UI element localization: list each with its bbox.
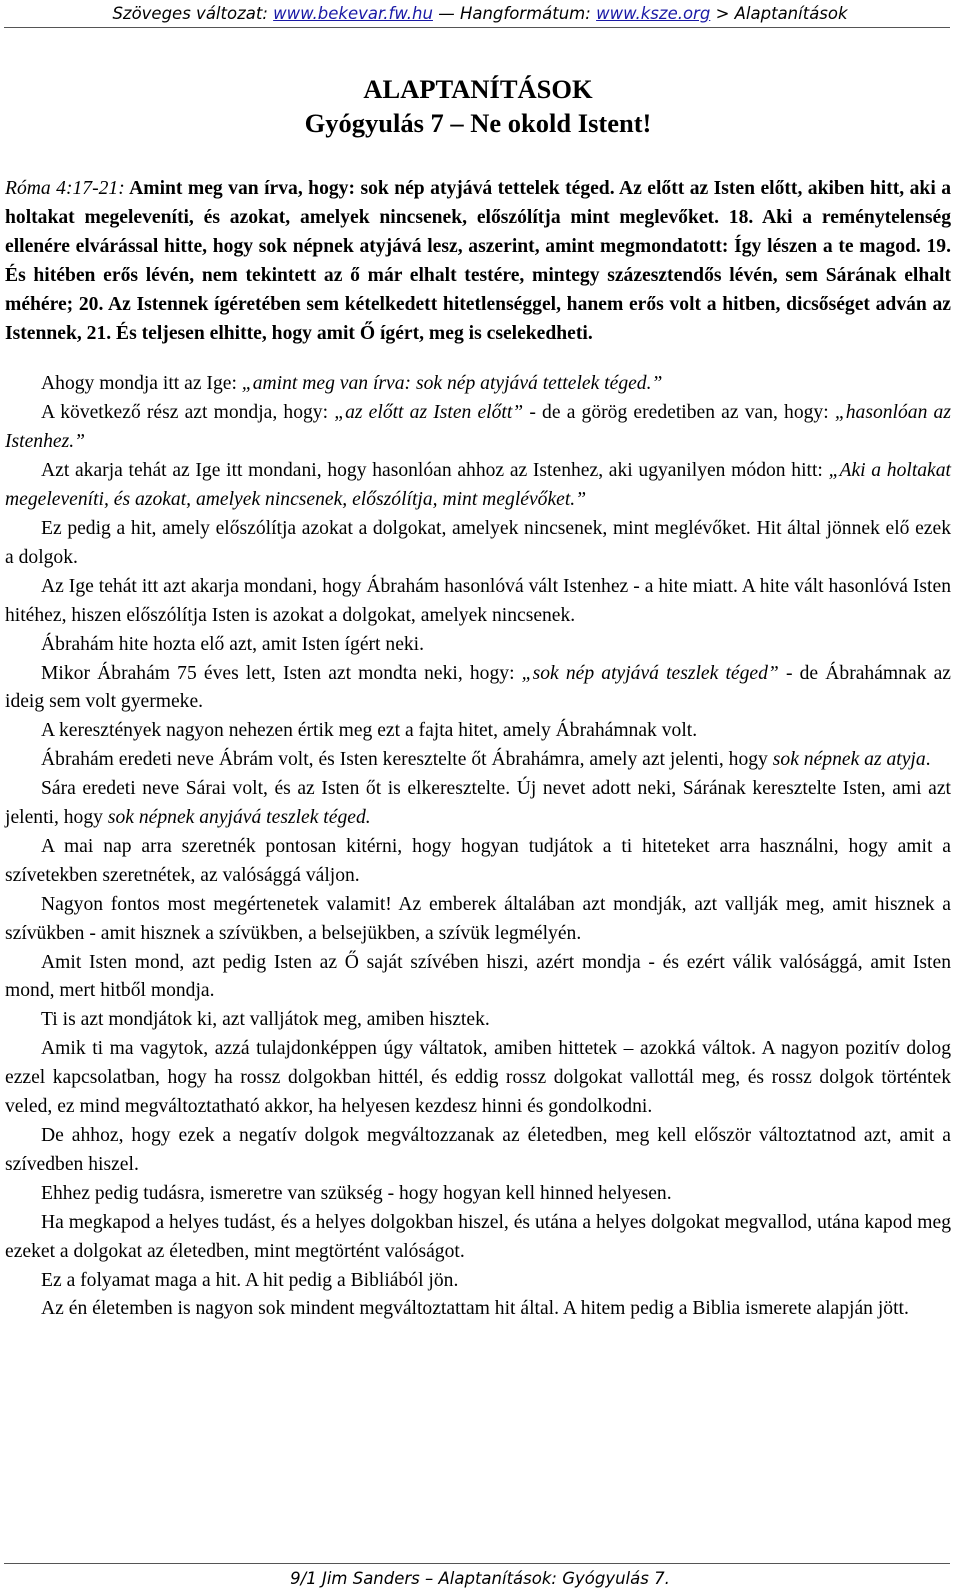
audio-format-link[interactable]: www.ksze.org [596, 4, 711, 23]
body-paragraph [5, 457, 951, 515]
emphasis-text: „Aki a holtakat megeleveníti, és azokat, amelyek nincsenek, előszólítja, mint meglévőket.” [5, 460, 951, 511]
document-subtitle: Gyógyulás 7 – Ne okold Istent! [304, 108, 652, 138]
emphasis-text: sok népnek anyjává teszlek téged. [107, 807, 371, 829]
page-footer: 9/1 Jim Sanders – Alaptanítások: Gyógyulás 7. [290, 1569, 670, 1588]
paragraph-text: A következő rész azt mondja, hogy: [41, 402, 335, 424]
text-version-link[interactable]: www.bekevar.fw.hu [273, 4, 433, 23]
scripture-text: Amint meg van írva, hogy: sok nép atyjává tettelek téged. Az előtt az Isten előtt, akiben hitt, aki a holtakat megeleveníti, és azokat, amelyek nincsenek, előszólítja mint meglevőket. 18. Aki a reménytelenség ellenére elvárással hitte, hogy sok népnek atyjává lesz, aszerint, amint megmondatott: Így lészen a te magod. 19. És hitében erős lévén, nem tekintett az ő már elhalt testére, mintegy százesztendős lévén, sem Sárának elhalt méhére; 20. Az Istennek ígéretében sem kételkedett hitetlenséggel, hanem erős volt a hitben, dicsőséget adván az Istennek, 21. És teljesen elhitte, hogy amit Ő ígért, meg is cselekedheti. [5, 178, 952, 344]
document-title: ALAPTANÍTÁSOK [363, 74, 593, 104]
paragraph-text: Azt akarja tehát az Ige itt mondani, hogy hasonlóan ahhoz az Istenhez, aki ugyanilyen módon hitt: [41, 460, 829, 482]
paragraph-text: - de Ábrahámnak az ideig sem volt gyermeke. [5, 662, 951, 713]
paragraph-text: Az én életemben is nagyon sok mindent megváltoztattam hit által. A hitem pedig a Biblia ismerete alapján jött. [41, 1298, 909, 1320]
emphasis-text: „amint meg van írva: sok nép atyjává tettelek téged.” [241, 373, 663, 395]
body-paragraph [5, 660, 951, 718]
paragraph-text: Nagyon fontos most megértenetek valamit! Az emberek általában azt mondják, azt vallják meg, amit hisznek a szívükben - amit hisznek a szívükben, a belsejükben, a szívük legmélyén. [5, 893, 951, 944]
body-paragraph [5, 1209, 951, 1267]
body-paragraph [5, 573, 951, 631]
body-paragraph [5, 1180, 951, 1209]
header-divider [4, 27, 950, 28]
paragraph-text: Ábrahám eredeti neve Ábrám volt, és Isten keresztelte őt Ábrahámra, amely azt jelenti, hogy [41, 749, 773, 771]
paragraph-text: De ahhoz, hogy ezek a negatív dolgok megváltozzanak az életedben, meg kell először változtatnod azt, amit a szívedben hiszel. [5, 1125, 951, 1175]
paragraph-text: Az Ige tehát itt azt akarja mondani, hogy Ábrahám hasonlóvá vált Istenhez - a hite miatt. A hite vált hasonlóvá Isten hitéhez, hiszen előszólítja Isten is azokat a dolgokat, amelyek nincsenek. [5, 575, 951, 626]
paragraph-text: Amik ti ma vagytok, azzá tulajdonképpen úgy váltatok, amiben hittetek – azokká váltok. A nagyon pozitív dolog ezzel kapcsolatban, hogy ha rossz dolgokban hittél, és eddig rossz dolgokat vallottál meg, és rossz dolgok történtek veled, ez mind megváltoztatható akkor, ha helyesen kezdesz hinni és gondolkodni. [5, 1038, 951, 1118]
body-paragraph [5, 717, 951, 746]
text-version-label: Szöveges változat: [112, 4, 268, 23]
paragraph-text: . [925, 749, 931, 771]
body-paragraph [5, 1035, 951, 1122]
paragraph-text: Ábrahám hite hozta elő azt, amit Isten ígért neki. [41, 633, 425, 655]
paragraph-text: Ahogy mondja itt az Ige: [41, 373, 242, 395]
body-paragraph [5, 891, 951, 949]
body-paragraph [5, 1295, 951, 1324]
scripture-quote [5, 175, 951, 348]
paragraph-list [5, 370, 951, 1324]
body-paragraph [5, 1006, 951, 1035]
paragraph-text: Ez a folyamat maga a hit. A hit pedig a Bibliából jön. [41, 1269, 459, 1291]
body-paragraph [5, 370, 951, 399]
paragraph-text: Ti is azt mondjátok ki, azt valljátok meg, amiben hisztek. [41, 1009, 490, 1031]
breadcrumb: > Alaptanítások [715, 4, 848, 23]
body-paragraph [5, 949, 951, 1007]
header-separator: — [438, 4, 455, 23]
body-paragraph [5, 1122, 951, 1180]
body-paragraph [5, 833, 951, 891]
paragraph-text: Ez pedig a hit, amely előszólítja azokat a dolgokat, amelyek nincsenek, mint meglévőket. Hit által jönnek elő ezek a dolgok. [5, 517, 951, 568]
audio-format-label: Hangformátum: [459, 4, 591, 23]
paragraph-text: Sára eredeti neve Sárai volt, és az Isten őt is elkeresztelte. Új nevet adott neki, Sárának keresztelte Isten, ami azt jelenti, hogy [5, 778, 951, 829]
footer-divider [4, 1563, 950, 1564]
paragraph-text: Amit Isten mond, azt pedig Isten az Ő saját szívében hiszi, azért mondja - és ezért válik valósággá, amit Isten mond, mert hitből mondja. [5, 951, 951, 1002]
emphasis-text: „az előtt az Isten előtt” [334, 402, 524, 424]
paragraph-text: A mai nap arra szeretnék pontosan kitérni, hogy hogyan tudjátok a ti hiteteket arra használni, hogy amit a szívetekben szeretnétek, az valósággá váljon. [5, 835, 951, 886]
body-paragraph [5, 631, 951, 660]
body-paragraph [5, 775, 951, 833]
body-paragraph [5, 746, 951, 775]
paragraph-text: Ehhez pedig tudásra, ismeretre van szükség - hogy hogyan kell hinned helyesen. [41, 1182, 672, 1204]
emphasis-text: „sok nép atyjává teszlek téged” [521, 662, 779, 684]
paragraph-text: Mikor Ábrahám 75 éves lett, Isten azt mondta neki, hogy: [41, 662, 522, 684]
paragraph-text: A keresztények nagyon nehezen értik meg ezt a fajta hitet, amely Ábrahámnak volt. [41, 720, 698, 742]
body-paragraph [5, 515, 951, 573]
emphasis-text: „hasonlóan az Istenhez.” [5, 402, 951, 453]
scripture-reference: Róma 4:17-21: [5, 178, 125, 199]
paragraph-text: Ha megkapod a helyes tudást, és a helyes dolgokban hiszel, és utána a helyes dolgokat megvallod, utána kapod meg ezeket a dolgokat az életedben, mint megtörtént valóságot. [5, 1211, 951, 1262]
body-paragraph [5, 1267, 951, 1296]
paragraph-text: - de a görög eredetiben az van, hogy: [523, 402, 835, 424]
emphasis-text: sok népnek az atyja [772, 749, 926, 771]
body-paragraph [5, 399, 951, 457]
page-header [0, 2, 960, 26]
document-body [5, 72, 951, 1324]
